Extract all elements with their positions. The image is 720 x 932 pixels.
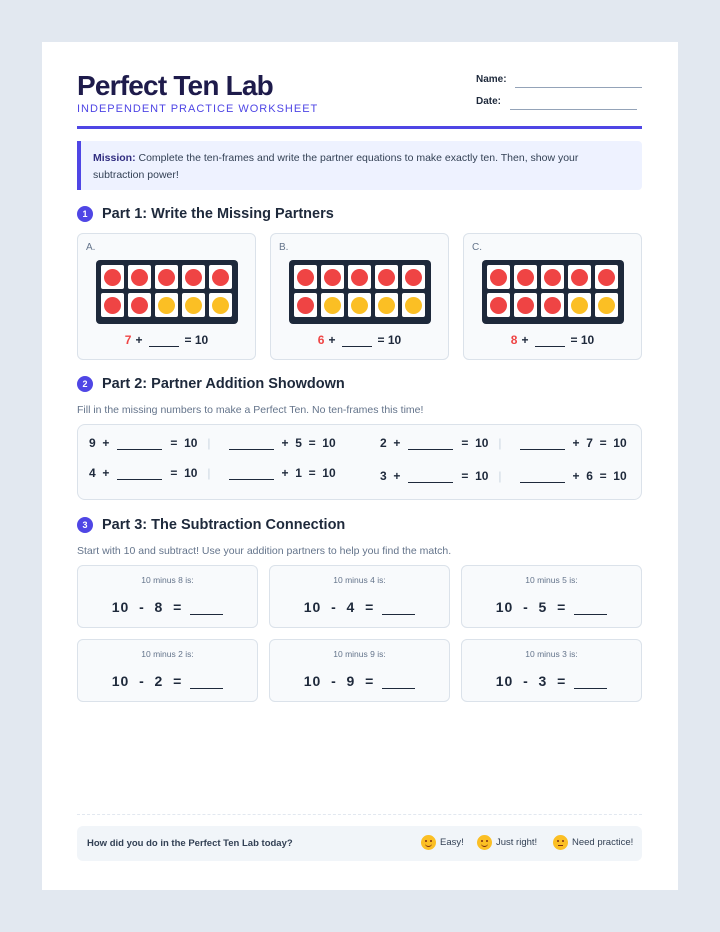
- minuend: 10: [111, 599, 130, 615]
- ten-frame-cell: [209, 265, 232, 289]
- page-title: Perfect Ten Lab: [77, 70, 273, 101]
- addend: 1: [295, 466, 302, 480]
- sum-ten: 10: [184, 436, 198, 450]
- answer-blank[interactable]: [408, 471, 453, 483]
- ten-frame-cell: [155, 293, 178, 317]
- equals-sign: =: [308, 436, 316, 450]
- equals-sign: =: [557, 673, 567, 689]
- sum-ten: 10: [322, 466, 336, 480]
- yellow-counter: [598, 297, 615, 314]
- addend: 4: [89, 466, 96, 480]
- subtrahend: 3: [538, 673, 548, 689]
- addition-problems-box: [77, 424, 642, 500]
- ten-frame-cell: [514, 265, 537, 289]
- red-counter: [104, 269, 121, 286]
- plus-sign: +: [521, 333, 529, 347]
- subtraction-prompt: 10 minus 9 is:: [333, 649, 386, 659]
- part2-badge: 2: [77, 376, 93, 392]
- ten-frame-cell: [348, 293, 371, 317]
- addition-row: [89, 466, 336, 480]
- subtraction-equation: [78, 673, 257, 689]
- ten-frame-cell: [595, 293, 618, 317]
- minuend: 10: [111, 673, 130, 689]
- answer-blank[interactable]: [190, 601, 223, 615]
- part2-description: Fill in the missing numbers to make a Perfect Ten. No ten-frames this time!: [77, 404, 424, 416]
- mission-callout: [77, 141, 642, 190]
- red-counter: [517, 269, 534, 286]
- subtraction-card: [77, 565, 258, 628]
- part3-heading: [77, 517, 345, 533]
- part3-description: Start with 10 and subtract! Use your addition partners to help you find the match.: [77, 545, 452, 557]
- plus-sign: +: [281, 436, 289, 450]
- ten-frame-cell: [209, 293, 232, 317]
- red-counter: [212, 269, 229, 286]
- subtraction-equation: [270, 599, 449, 615]
- self-assessment-bar: [77, 826, 642, 861]
- mission-text: Complete the ten-frames and write the partner equations to make exactly ten. Then, show your subtraction power!: [93, 152, 579, 181]
- minus-sign: -: [331, 673, 337, 689]
- minuend: 10: [303, 599, 322, 615]
- yellow-counter: [571, 297, 588, 314]
- subtrahend: 2: [154, 673, 164, 689]
- divider: |: [207, 436, 211, 450]
- answer-blank[interactable]: [342, 335, 372, 347]
- divider: |: [498, 469, 502, 483]
- ten-frame-cell: [568, 265, 591, 289]
- header-divider: [77, 126, 642, 129]
- answer-blank[interactable]: [117, 438, 162, 450]
- answer-blank[interactable]: [382, 601, 415, 615]
- name-label: Name:: [476, 74, 507, 85]
- minuend: 10: [495, 673, 514, 689]
- rating-easy[interactable]: [421, 835, 464, 850]
- red-counter: [185, 269, 202, 286]
- answer-blank[interactable]: [117, 468, 162, 480]
- minus-sign: -: [523, 599, 529, 615]
- addition-row: [380, 436, 627, 450]
- rating-just-right[interactable]: [477, 835, 537, 850]
- addend: 9: [89, 436, 96, 450]
- divider: |: [498, 436, 502, 450]
- subtraction-card: [461, 565, 642, 628]
- ten-frame-cell: [375, 293, 398, 317]
- rating-need-practice[interactable]: [553, 835, 633, 850]
- answer-blank[interactable]: [574, 675, 607, 689]
- equals-sign: =: [170, 436, 178, 450]
- equals-sign: =: [308, 466, 316, 480]
- ten-frame-cell: [101, 265, 124, 289]
- plus-sign: +: [572, 469, 580, 483]
- subtraction-equation: [462, 673, 641, 689]
- sum-ten: 10: [475, 469, 489, 483]
- self-assessment-question: How did you do in the Perfect Ten Lab today?: [87, 838, 293, 849]
- page-subtitle: INDEPENDENT PRACTICE WORKSHEET: [77, 103, 319, 115]
- yellow-counter: [158, 297, 175, 314]
- ten-frame-cell: [348, 265, 371, 289]
- ten-frame-cell: [101, 293, 124, 317]
- subtraction-card: [77, 639, 258, 702]
- sum-ten: 10: [613, 436, 627, 450]
- divider: |: [207, 466, 211, 480]
- minus-sign: -: [331, 599, 337, 615]
- ten-frame-cell: [128, 293, 151, 317]
- plus-sign: +: [328, 333, 336, 347]
- minus-sign: -: [523, 673, 529, 689]
- answer-blank[interactable]: [229, 438, 274, 450]
- ten-frame-cell: [155, 265, 178, 289]
- partner-equation: [464, 333, 641, 347]
- equals-sign: =: [170, 466, 178, 480]
- plus-sign: +: [281, 466, 289, 480]
- red-counter: [297, 297, 314, 314]
- ten-frame-cell: [541, 293, 564, 317]
- answer-blank[interactable]: [520, 471, 565, 483]
- yellow-counter: [378, 297, 395, 314]
- subtraction-card: [461, 639, 642, 702]
- red-counter: [490, 269, 507, 286]
- plus-sign: +: [393, 469, 401, 483]
- addend: 5: [295, 436, 302, 450]
- equals-ten: = 10: [570, 333, 595, 347]
- rating-label: Easy!: [440, 837, 464, 848]
- red-counter: [517, 297, 534, 314]
- addition-row: [89, 436, 336, 450]
- name-field[interactable]: [515, 87, 642, 88]
- part1-heading: [77, 206, 334, 222]
- answer-blank[interactable]: [408, 438, 453, 450]
- plus-sign: +: [135, 333, 143, 347]
- ten-frame-cell: [402, 265, 425, 289]
- subtraction-equation: [462, 599, 641, 615]
- ten-frame-cell: [487, 265, 510, 289]
- subtraction-prompt: 10 minus 8 is:: [141, 575, 194, 585]
- ten-frame-cell: [128, 265, 151, 289]
- ten-frame-cell: [595, 265, 618, 289]
- footer-divider: [77, 814, 642, 815]
- subtraction-prompt: 10 minus 3 is:: [525, 649, 578, 659]
- equals-sign: =: [599, 436, 607, 450]
- minus-sign: -: [139, 599, 145, 615]
- answer-blank[interactable]: [229, 468, 274, 480]
- equals-sign: =: [557, 599, 567, 615]
- yellow-counter: [351, 297, 368, 314]
- grinning-face-icon: [477, 835, 492, 850]
- ten-frame-cell: [321, 293, 344, 317]
- known-addend: 8: [510, 333, 518, 347]
- ten-frame-cell: [321, 265, 344, 289]
- ten-frame-cell: [541, 265, 564, 289]
- addend: 7: [586, 436, 593, 450]
- subtraction-card: [269, 565, 450, 628]
- yellow-counter: [324, 297, 341, 314]
- sum-ten: 10: [184, 466, 198, 480]
- known-addend: 7: [124, 333, 132, 347]
- yellow-counter: [212, 297, 229, 314]
- answer-blank[interactable]: [520, 438, 565, 450]
- plus-sign: +: [102, 436, 110, 450]
- card-letter: B.: [279, 242, 289, 253]
- thinking-face-icon: [553, 835, 568, 850]
- red-counter: [104, 297, 121, 314]
- part1-badge: 1: [77, 206, 93, 222]
- sum-ten: 10: [322, 436, 336, 450]
- rating-label: Just right!: [496, 837, 538, 848]
- ten-frame-cell: [568, 293, 591, 317]
- equals-sign: =: [461, 469, 469, 483]
- subtraction-prompt: 10 minus 4 is:: [333, 575, 386, 585]
- ten-frame-cell: [182, 293, 205, 317]
- mission-label: Mission:: [93, 152, 136, 164]
- sum-ten: 10: [613, 469, 627, 483]
- addend: 6: [586, 469, 593, 483]
- red-counter: [544, 269, 561, 286]
- red-counter: [490, 297, 507, 314]
- date-field[interactable]: [510, 109, 637, 110]
- equals-sign: =: [599, 469, 607, 483]
- minuend: 10: [495, 599, 514, 615]
- plus-sign: +: [393, 436, 401, 450]
- answer-blank[interactable]: [574, 601, 607, 615]
- partner-equation: [78, 333, 255, 347]
- red-counter: [324, 269, 341, 286]
- minuend: 10: [303, 673, 322, 689]
- tenframe-card-a: [77, 233, 256, 360]
- part2-heading: [77, 376, 345, 392]
- ten-frame-cell: [294, 293, 317, 317]
- subtrahend: 9: [346, 673, 356, 689]
- equals-sign: =: [173, 599, 183, 615]
- sum-ten: 10: [475, 436, 489, 450]
- answer-blank[interactable]: [190, 675, 223, 689]
- red-counter: [131, 269, 148, 286]
- ten-frame-cell: [402, 293, 425, 317]
- subtrahend: 4: [346, 599, 356, 615]
- subtraction-equation: [270, 673, 449, 689]
- yellow-counter: [185, 297, 202, 314]
- plus-sign: +: [572, 436, 580, 450]
- equals-sign: =: [173, 673, 183, 689]
- ten-frame-cell: [375, 265, 398, 289]
- equals-sign: =: [365, 673, 375, 689]
- ten-frame: [96, 260, 238, 324]
- tenframe-card-c: [463, 233, 642, 360]
- part1-title: Part 1: Write the Missing Partners: [102, 206, 334, 222]
- subtraction-card: [269, 639, 450, 702]
- part3-title: Part 3: The Subtraction Connection: [102, 517, 346, 533]
- answer-blank[interactable]: [149, 335, 179, 347]
- red-counter: [544, 297, 561, 314]
- rating-label: Need practice!: [572, 837, 634, 848]
- yellow-counter: [405, 297, 422, 314]
- ten-frame-cell: [487, 293, 510, 317]
- part2-title: Part 2: Partner Addition Showdown: [102, 376, 345, 392]
- subtrahend: 8: [154, 599, 164, 615]
- red-counter: [351, 269, 368, 286]
- red-counter: [598, 269, 615, 286]
- date-label: Date:: [476, 96, 502, 107]
- card-letter: C.: [472, 242, 482, 253]
- equals-sign: =: [461, 436, 469, 450]
- subtraction-equation: [78, 599, 257, 615]
- tenframe-card-b: [270, 233, 449, 360]
- red-counter: [405, 269, 422, 286]
- addend: 2: [380, 436, 387, 450]
- card-letter: A.: [86, 242, 96, 253]
- part3-badge: 3: [77, 517, 93, 533]
- equals-ten: = 10: [377, 333, 402, 347]
- answer-blank[interactable]: [535, 335, 565, 347]
- subtraction-prompt: 10 minus 5 is:: [525, 575, 578, 585]
- partner-equation: [271, 333, 448, 347]
- red-counter: [131, 297, 148, 314]
- addend: 3: [380, 469, 387, 483]
- addition-row: [380, 469, 627, 483]
- ten-frame-cell: [514, 293, 537, 317]
- smiling-face-icon: [421, 835, 436, 850]
- answer-blank[interactable]: [382, 675, 415, 689]
- subtrahend: 5: [538, 599, 548, 615]
- minus-sign: -: [139, 673, 145, 689]
- plus-sign: +: [102, 466, 110, 480]
- red-counter: [297, 269, 314, 286]
- known-addend: 6: [317, 333, 325, 347]
- ten-frame: [482, 260, 624, 324]
- ten-frame-cell: [294, 265, 317, 289]
- equals-ten: = 10: [184, 333, 209, 347]
- red-counter: [571, 269, 588, 286]
- red-counter: [378, 269, 395, 286]
- ten-frame: [289, 260, 431, 324]
- red-counter: [158, 269, 175, 286]
- worksheet-page: [42, 42, 678, 890]
- subtraction-prompt: 10 minus 2 is:: [141, 649, 194, 659]
- ten-frame-cell: [182, 265, 205, 289]
- equals-sign: =: [365, 599, 375, 615]
